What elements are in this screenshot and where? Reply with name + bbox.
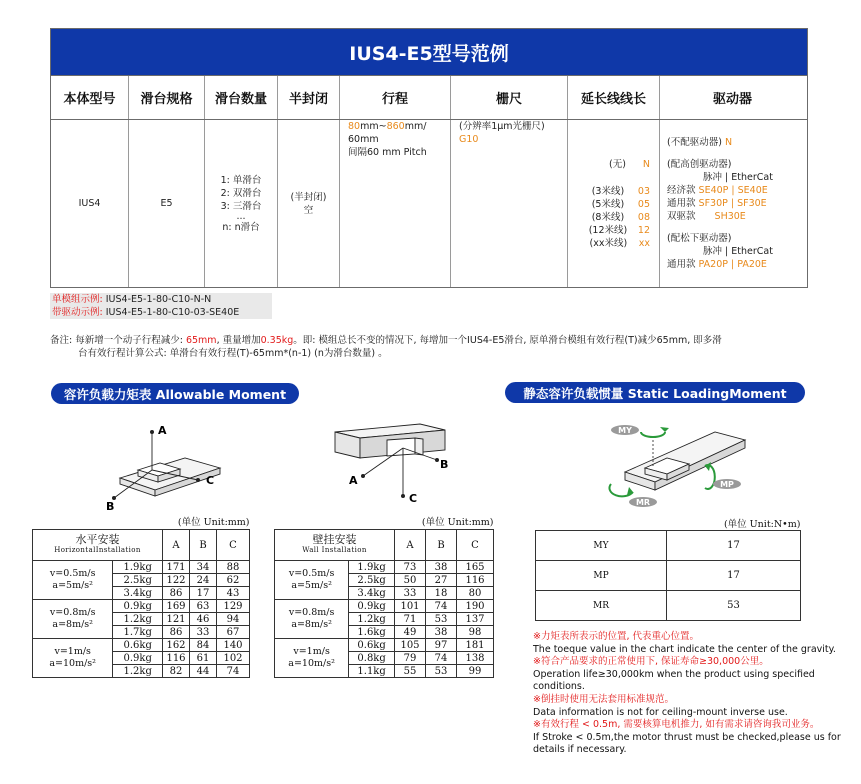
header-slide-spec: 滑台规格 [129, 76, 205, 119]
allowable-moment-title: 容许负载力矩表 Allowable Moment [51, 383, 299, 404]
moment-value: 138 [457, 652, 494, 665]
qty-2: 2: 双滑台 [220, 187, 262, 199]
model-body-row [51, 120, 807, 287]
footnote-en: The toeque value in the chart indicate the center of the gravity. [533, 643, 836, 655]
footnote-cn: ※符合产品要求的正常使用下, 保证寿命≥30,000公里。 [533, 656, 769, 668]
ext-code: 12 [637, 224, 650, 236]
static-moment-table [535, 516, 801, 621]
qty-3: 3: 三滑台 [220, 200, 262, 212]
driver-gc-row [667, 210, 746, 223]
moment-value: 102 [217, 652, 250, 665]
note [50, 334, 820, 360]
load-cell: 3.4kg [113, 587, 163, 600]
moment-value: 97 [426, 639, 457, 652]
driver-gc-row [667, 184, 768, 197]
wall-moment-table [274, 516, 494, 678]
example-single-label: 单模组示例: [52, 294, 103, 305]
moment-value: 53 [426, 665, 457, 678]
stroke-pitch: 60mm [348, 134, 379, 145]
table-row [275, 561, 494, 574]
moment-value: 116 [163, 652, 190, 665]
moment-value: 99 [457, 665, 494, 678]
note-text: 备注: 每新增一个动子行程减少: [50, 335, 186, 346]
ext-row [578, 185, 650, 198]
col-c: C [457, 530, 494, 561]
moment-value: 190 [457, 600, 494, 613]
label-mp: MP [720, 480, 734, 489]
cell-seal [278, 120, 340, 287]
moment-value: 33 [190, 626, 217, 639]
diagram-label-c: C [409, 492, 418, 505]
driver-gc-head: 脉冲 | EtherCat [703, 172, 773, 183]
moment-value: 181 [457, 639, 494, 652]
condition-speed: v=0.8m/s [49, 607, 96, 618]
scale-desc: (分辨率1μm光栅尺) [459, 121, 545, 132]
ext-row [578, 211, 650, 224]
condition-cell [33, 639, 113, 678]
load-cell: 0.6kg [349, 639, 395, 652]
moment-value: 74 [426, 652, 457, 665]
moment-value: 46 [190, 613, 217, 626]
ext-row [578, 158, 650, 171]
moment-value: 61 [190, 652, 217, 665]
moment-value: 82 [163, 665, 190, 678]
footnote-cn: ※有效行程 < 0.5m, 需要核算电机推力, 如有需求请咨询我司业务。 [533, 719, 820, 731]
moment-value: 49 [395, 626, 426, 639]
moment-value: 171 [163, 561, 190, 574]
load-cell: 1.9kg [113, 561, 163, 574]
load-cell: 1.2kg [113, 613, 163, 626]
driver-row-code: PA20P | PA20E [698, 259, 767, 270]
horizontal-moment-table [32, 516, 250, 678]
moment-value: 88 [217, 561, 250, 574]
load-cell: 2.5kg [349, 574, 395, 587]
moment-value: 86 [163, 587, 190, 600]
table-row [33, 600, 250, 613]
driver-row-code: SE40P | SE40E [698, 185, 768, 196]
wall-install-diagram [335, 422, 465, 507]
moment-value: 86 [163, 626, 190, 639]
condition-accel: a=10m/s² [288, 658, 335, 669]
driver-gc-title: (配高创驱动器) [667, 159, 732, 170]
condition-speed: v=0.8m/s [288, 607, 335, 618]
static-value: 17 [667, 561, 801, 591]
footnotes [533, 631, 843, 757]
diagram-label-a: A [349, 474, 358, 487]
horizontal-title [33, 530, 163, 561]
cell-scale [451, 120, 568, 287]
note-line-1 [50, 334, 820, 347]
driver-row-label: 双驱款 [667, 211, 696, 222]
condition-cell [275, 561, 349, 600]
table-row [33, 561, 250, 574]
ext-label: (5米线) [591, 198, 625, 210]
static-label: MY [536, 531, 667, 561]
moment-value: 121 [163, 613, 190, 626]
stroke-unit: mm/ [404, 121, 427, 132]
ext-label: (xx米线) [589, 237, 628, 249]
static-moment-diagram [605, 418, 755, 510]
moment-value: 74 [217, 665, 250, 678]
load-cell: 1.2kg [349, 613, 395, 626]
driver-row-code: SF30P | SF30E [698, 198, 767, 209]
driver-row-label: 经济款 [667, 185, 696, 196]
moment-value: 165 [457, 561, 494, 574]
diagram-label-b: B [440, 458, 449, 471]
driver-ext-head: 脉冲 | EtherCat [703, 246, 773, 257]
model-header-row [51, 76, 807, 120]
driver-row-code: SH30E [714, 211, 746, 222]
driver-gc-row [667, 197, 767, 210]
col-b: B [426, 530, 457, 561]
moment-value: 74 [426, 600, 457, 613]
example-driver [50, 306, 272, 319]
moment-value: 55 [395, 665, 426, 678]
qty-etc: ... [236, 210, 246, 222]
stroke-max: 860 [386, 121, 405, 132]
moment-value: 62 [217, 574, 250, 587]
model-title: IUS4-E5型号范例 [51, 29, 807, 76]
moment-value: 50 [395, 574, 426, 587]
col-c: C [217, 530, 250, 561]
moment-value: 33 [395, 587, 426, 600]
moment-value: 27 [426, 574, 457, 587]
label-mr: MR [635, 498, 651, 507]
stroke-sep: mm~ [360, 121, 387, 132]
footnote-cn: ※倒挂时使用无法套用标准规范。 [533, 693, 674, 705]
moment-value: 18 [426, 587, 457, 600]
table-row [275, 600, 494, 613]
moment-value: 162 [163, 639, 190, 652]
moment-value: 38 [426, 561, 457, 574]
cell-spec: E5 [129, 120, 205, 287]
ext-code: 08 [637, 211, 650, 223]
seal-label: (半封闭) [290, 191, 327, 203]
load-cell: 1.9kg [349, 561, 395, 574]
moment-value: 38 [426, 626, 457, 639]
moment-value: 84 [190, 639, 217, 652]
examples [50, 293, 806, 319]
driver-none [667, 136, 732, 149]
moment-value: 17 [190, 587, 217, 600]
driver-row-label: 通用款 [667, 259, 696, 270]
condition-accel: a=10m/s² [49, 658, 96, 669]
moment-value: 63 [190, 600, 217, 613]
table-row [536, 561, 801, 591]
cell-model: IUS4 [51, 120, 129, 287]
driver-ext-title: (配松下驱动器) [667, 233, 732, 244]
moment-value: 44 [190, 665, 217, 678]
moment-value: 43 [217, 587, 250, 600]
load-cell: 1.6kg [349, 626, 395, 639]
moment-value: 34 [190, 561, 217, 574]
condition-accel: a=5m/s² [52, 580, 93, 591]
moment-value: 116 [457, 574, 494, 587]
condition-accel: a=8m/s² [291, 619, 332, 630]
moment-value: 98 [457, 626, 494, 639]
header-driver: 驱动器 [712, 92, 752, 107]
cell-stroke [340, 120, 451, 287]
stroke-range [348, 120, 426, 133]
note-line-2: 台有效行程计算公式: 单滑台有效行程(T)-65mm*(n-1) (n为滑台数量) 。 [78, 348, 388, 359]
model-code-table [50, 28, 808, 288]
ext-label: (12米线) [588, 224, 628, 236]
moment-value: 24 [190, 574, 217, 587]
note-text: 。即: 模组总长不变的情况下, 每增加一个IUS4-E5滑台, 原单滑台模组有效行程(T)减少65mm, 即多滑 [293, 335, 722, 346]
diagram-label-b: B [106, 500, 115, 513]
static-label: MR [536, 591, 667, 621]
condition-accel: a=8m/s² [52, 619, 93, 630]
note-value: 0.35kg [260, 335, 294, 346]
static-value: 53 [667, 591, 801, 621]
footnote-cn: ※力矩表所表示的位置, 代表重心位置。 [533, 631, 699, 642]
static-label: MP [536, 561, 667, 591]
footnote-en: Operation life≥30,000km when the product using specified conditions. [533, 668, 815, 693]
unit-label: (单位 Unit:N•m) [723, 519, 801, 530]
load-cell: 1.7kg [113, 626, 163, 639]
load-cell: 0.6kg [113, 639, 163, 652]
condition-speed: v=1m/s [54, 646, 91, 657]
scale-code: G10 [459, 134, 479, 145]
moment-value: 53 [426, 613, 457, 626]
horizontal-install-diagram [100, 418, 230, 513]
moment-value: 71 [395, 613, 426, 626]
cell-qty [205, 120, 278, 287]
ext-code: xx [638, 237, 650, 249]
ext-code: 03 [637, 185, 650, 197]
moment-value: 80 [457, 587, 494, 600]
ext-label: (8米线) [591, 211, 625, 223]
ext-row [578, 237, 650, 250]
moment-value: 122 [163, 574, 190, 587]
condition-accel: a=5m/s² [291, 580, 332, 591]
load-cell: 0.8kg [349, 652, 395, 665]
table-row [536, 531, 801, 561]
condition-speed: v=1m/s [293, 646, 330, 657]
condition-speed: v=0.5m/s [288, 568, 335, 579]
cell-driver [660, 120, 805, 287]
moment-value: 137 [457, 613, 494, 626]
ext-row [578, 224, 650, 237]
wall-title-cn: 壁挂安装 [312, 533, 357, 546]
driver-ext-row [667, 258, 767, 271]
moment-value: 73 [395, 561, 426, 574]
ext-label: (3米线) [591, 185, 625, 197]
ext-row [578, 198, 650, 211]
wall-title-en: Wall Installation [302, 546, 367, 554]
cell-ext [568, 120, 660, 287]
header-ext-cable: 延长线线长 [568, 76, 660, 119]
header-body-model: 本体型号 [51, 76, 129, 119]
footnote-en: If Stroke < 0.5m,the motor thrust must be checked,please us for details if necessary. [533, 731, 841, 756]
driver-none-code: N [724, 137, 733, 148]
load-cell: 1.2kg [113, 665, 163, 678]
table-row [33, 639, 250, 652]
ext-label: (无) [608, 158, 626, 170]
moment-value: 129 [217, 600, 250, 613]
seal-value: 空 [303, 204, 314, 216]
ext-code: 05 [637, 198, 650, 210]
moment-value: 105 [395, 639, 426, 652]
col-a: A [395, 530, 426, 561]
static-moment-title: 静态容许负载惯量 Static LoadingMoment [505, 382, 805, 403]
footnote-en: Data information is not for ceiling-mount inverse use. [533, 706, 788, 718]
load-cell: 3.4kg [349, 587, 395, 600]
load-cell: 1.1kg [349, 665, 395, 678]
moment-value: 140 [217, 639, 250, 652]
col-a: A [163, 530, 190, 561]
qty-1: 1: 单滑台 [220, 174, 262, 186]
load-cell: 2.5kg [113, 574, 163, 587]
table-row [275, 639, 494, 652]
condition-cell [33, 561, 113, 600]
stroke-pitch-note: 间隔60 mm Pitch [348, 147, 427, 158]
label-my: MY [618, 426, 632, 435]
horizontal-title-en: HorizontalInstallation [54, 546, 141, 554]
example-single-value: IUS4-E5-1-80-C10-N-N [105, 294, 212, 305]
example-driver-value: IUS4-E5-1-80-C10-03-SE40E [105, 307, 240, 318]
moment-value: 79 [395, 652, 426, 665]
table-row [536, 591, 801, 621]
moment-value: 101 [395, 600, 426, 613]
load-cell: 0.9kg [349, 600, 395, 613]
moment-value: 169 [163, 600, 190, 613]
header-scale: 栅尺 [451, 76, 568, 119]
example-driver-label: 带驱动示例: [52, 307, 103, 318]
horizontal-title-cn: 水平安装 [75, 533, 120, 546]
wall-title [275, 530, 395, 561]
header-slide-qty: 滑台数量 [205, 76, 278, 119]
stroke-min: 80 [348, 121, 361, 132]
load-cell: 0.9kg [113, 600, 163, 613]
unit-label: (单位 Unit:mm) [177, 517, 250, 528]
driver-none-label: (不配驱动器) [667, 137, 722, 148]
ext-code: N [642, 158, 650, 170]
condition-cell [275, 600, 349, 639]
driver-row-label: 通用款 [667, 198, 696, 209]
unit-label: (单位 Unit:mm) [421, 517, 494, 528]
condition-cell [33, 600, 113, 639]
col-b: B [190, 530, 217, 561]
moment-value: 94 [217, 613, 250, 626]
note-value: 65mm [185, 335, 217, 346]
qty-n: n: n滑台 [222, 221, 260, 233]
diagram-label-a: A [158, 424, 167, 437]
static-value: 17 [667, 531, 801, 561]
example-single [50, 293, 272, 306]
header-semi-seal: 半封闭 [278, 76, 340, 119]
moment-value: 67 [217, 626, 250, 639]
condition-cell [275, 639, 349, 678]
header-stroke: 行程 [340, 76, 451, 119]
condition-speed: v=0.5m/s [49, 568, 96, 579]
diagram-label-c: C [206, 474, 215, 487]
load-cell: 0.9kg [113, 652, 163, 665]
note-text: , 重量增加 [216, 335, 261, 346]
